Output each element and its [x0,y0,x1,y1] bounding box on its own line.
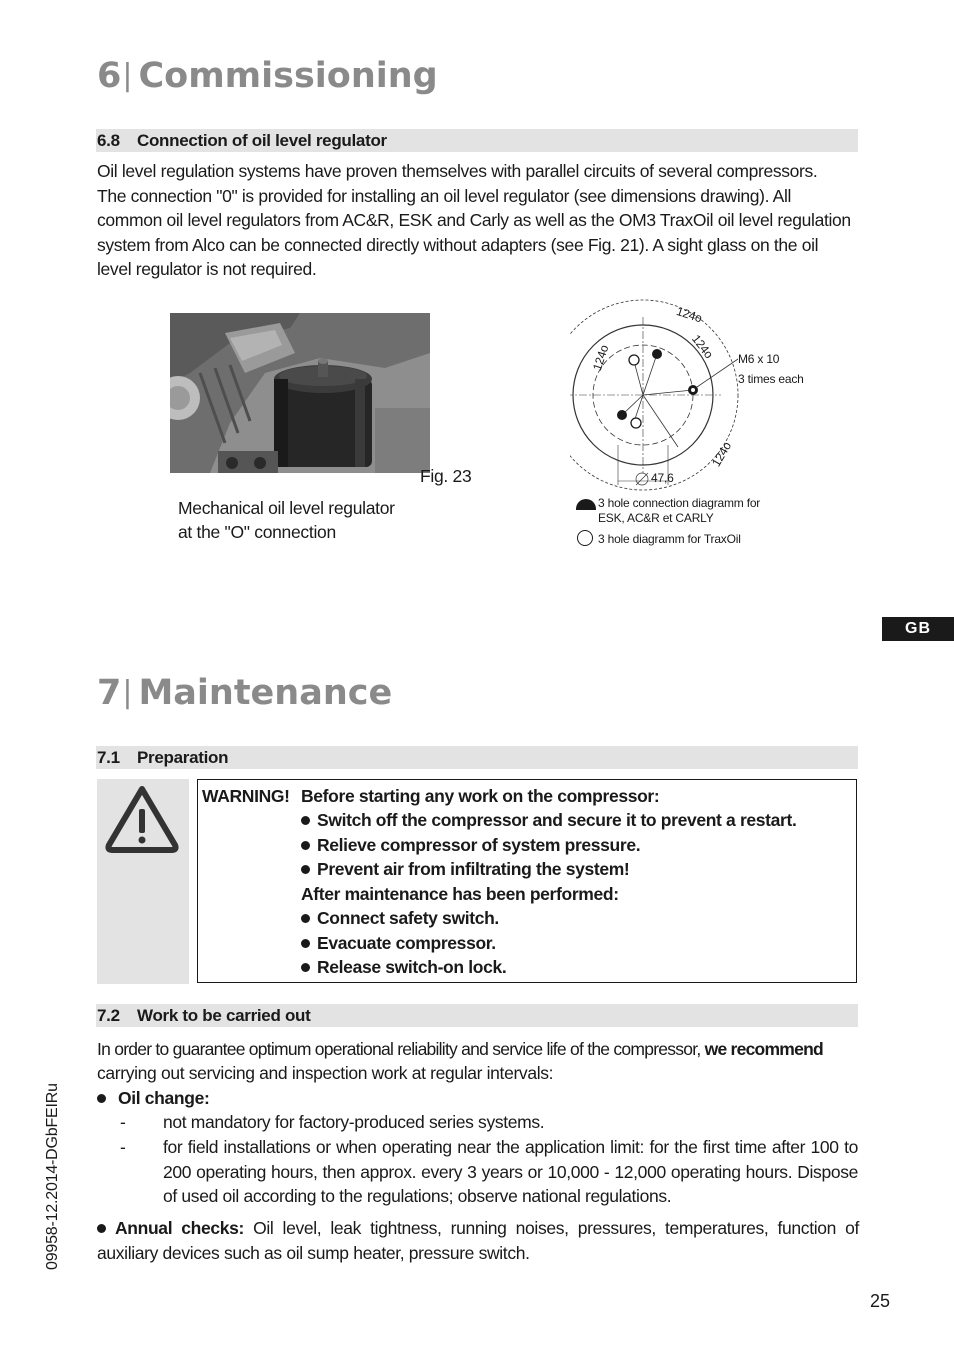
paragraph-line: level regulator is not required. [97,259,317,279]
warning-item-text: Evacuate compressor. [317,933,496,953]
bullet-icon [301,963,310,972]
filled-hole [652,349,662,359]
warning-item-text: Relieve compressor of system pressure. [317,835,641,855]
oil-change-label: Oil change: [118,1088,210,1108]
page-number: 25 [870,1291,891,1311]
chapter-heading-7 [97,673,392,713]
section-title: Work to be carried out [137,1006,311,1025]
annual-label: Annual checks: [115,1218,245,1238]
chapter-divider: | [122,58,133,93]
warning-item-text: Switch off the compressor and secure it to prevent a restart. [317,810,797,830]
warning-triangle-icon [97,779,189,871]
chapter-divider: | [122,675,133,710]
oil-change-heading [97,1086,209,1111]
hole-pattern-diagram [570,295,830,510]
chapter-number: 7 [97,673,122,713]
paragraph-line: common oil level regulators from AC&R, ESK and Carly as well as the OM3 TraxOil oil level regulation [97,210,851,230]
section-title: Preparation [137,748,229,767]
bolt-size-label: M6 x 10 [738,352,780,366]
bullet-icon [301,914,310,923]
section-title: Connection of oil level regulator [137,131,387,150]
diameter-label: 47,6 [651,471,674,485]
bullet-icon [301,865,310,874]
intro-line-1 [97,1037,859,1062]
bullet-icon [301,816,310,825]
warning-item [301,808,796,833]
warning-item [301,906,499,931]
section-heading-7-2 [96,1004,858,1027]
oil-change-item: for field installations or when operating near the application limit: for the first time after 100 to 200 operating hours, then approx. every 3 years or 10,000 - 12,000 operating hours. Dispose of used oil according to the regulations; observe national regulations. [163,1137,858,1206]
warning-item [301,955,506,980]
paragraph-line: system from Alco can be connected directly without adapters (see Fig. 21). A sight glass on the oil [97,234,819,255]
angle-label-bottom: 124o [709,439,735,469]
intro-emphasis: we recommend [704,1039,823,1059]
caption-line: Mechanical oil level regulator [178,498,395,518]
bullet-icon [301,939,310,948]
warning-label: WARNING! [202,786,290,806]
bullet-icon [301,841,310,850]
legend-filled-marker [576,499,596,510]
section-number: 7.1 [97,748,120,767]
intro-text: In order to guarantee optimum operational reliability and service life of the compressor, [97,1039,705,1059]
document-code: 09958-12.2014-DGbFEIRu [44,1083,61,1270]
warning-item [301,857,629,882]
legend-line: ESK, AC&R et CARLY [598,511,714,525]
open-hole [631,418,641,428]
figure-label: Fig. 23 [420,466,472,486]
warning-icon-panel [97,779,189,984]
bullet-icon [97,1094,106,1103]
oil-regulator-illustration [170,313,430,473]
oil-regulator-photo [170,313,430,473]
annual-checks [97,1216,859,1265]
chapter-heading-6 [97,56,438,96]
dash-marker: - [120,1112,126,1132]
section-number: 7.2 [97,1006,120,1025]
warning-after-heading: After maintenance has been performed: [301,884,619,904]
intro-line-2: carrying out servicing and inspection work at regular intervals: [97,1063,554,1083]
angle-label-right: 124o [688,332,716,362]
warning-item-text: Connect safety switch. [317,908,499,928]
oil-change-item: not mandatory for factory-produced series systems. [163,1112,545,1132]
paragraph-line: The connection "0" is provided for installing an oil level regulator (see dimensions drawing). All [97,185,792,206]
legend-line: 3 hole connection diagramm for [598,496,761,510]
legend-open-text: 3 hole diagramm for TraxOil [598,532,741,546]
annual-text: Oil level, leak tightness, running noises, pressures, temperatures, function of auxiliary devices such as oil sump heater, pressure switch. [97,1218,859,1263]
section-heading-7-1 [96,746,858,769]
bolt-count-label: 3 times each [738,372,804,386]
warning-heading: Before starting any work on the compressor: [301,786,660,806]
legend-filled-text [598,496,760,526]
filled-hole [617,410,627,420]
bullet-icon [97,1224,106,1233]
dash-marker: - [120,1137,126,1157]
chapter-title: Maintenance [138,673,393,713]
angle-label-top: 124o [674,304,704,326]
photo-caption [178,496,395,544]
warning-item-text: Prevent air from infiltrating the system! [317,859,630,879]
section-heading-6-8 [96,129,858,152]
legend-open-marker [577,530,593,546]
angle-label-left: 124o [590,343,612,373]
language-tab: GB [882,617,954,641]
chapter-title: Commissioning [138,56,438,96]
paragraph-line: Oil level regulation systems have proven themselves with parallel circuits of several compressors. [97,161,818,181]
section-6-8-paragraph [97,159,859,282]
warning-item [301,833,640,858]
warning-item-text: Release switch-on lock. [317,957,507,977]
caption-line: at the "O" connection [178,522,336,542]
warning-item [301,931,496,956]
chapter-number: 6 [97,56,122,96]
section-number: 6.8 [97,131,120,150]
open-hole [629,355,639,365]
